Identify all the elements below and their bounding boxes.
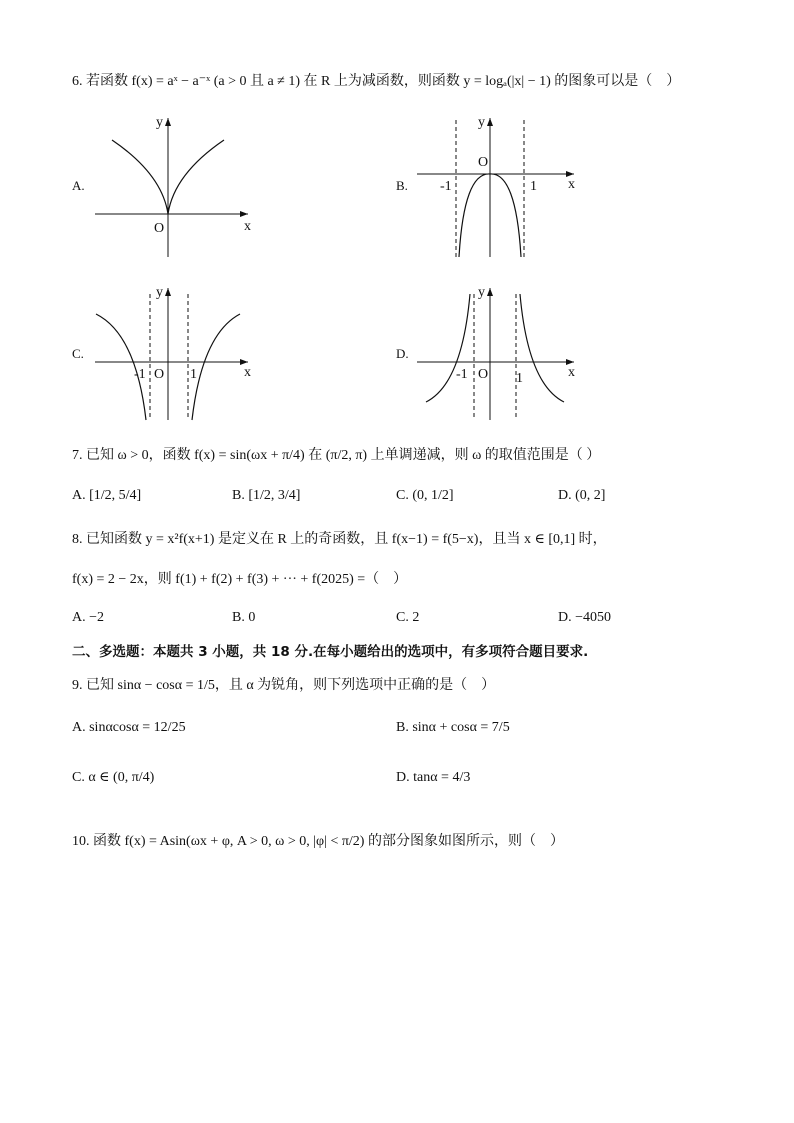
q8-option-d[interactable]: D. −4050	[558, 610, 612, 625]
q6-a-y-label: y	[156, 115, 163, 130]
q6-graph-d	[412, 284, 592, 424]
q7-option-b[interactable]: B. [1/2, 3/4]	[232, 488, 301, 503]
q6-option-a-label: A.	[72, 178, 85, 193]
q6-option-d-label: D.	[396, 346, 409, 361]
graph-axis-label: 1	[530, 179, 537, 194]
graph-axis-label: O	[478, 155, 489, 170]
q8-option-b[interactable]: B. 0	[232, 610, 256, 625]
graph-axis-label: -1	[440, 179, 452, 194]
q6-a-origin: O	[154, 221, 165, 236]
q6-graph-b	[412, 112, 592, 262]
graph-axis-label: -1	[134, 367, 146, 382]
q6-stem: 6. 若函数 f(x) = aˣ − a⁻ˣ (a > 0 且 a ≠ 1) 在 R 上为减函数，则函数 y = logₐ(|x| − 1) 的图象可以是（ ）	[72, 74, 681, 89]
q10-stem: 10. 函数 f(x) = Asin(ωx + φ, A > 0, ω > 0, |φ| < π/2) 的部分图象如图所示，则（ ）	[72, 834, 564, 849]
graph-axis-label: x	[568, 365, 575, 380]
q8-stem-line1: 8. 已知函数 y = x²f(x+1) 是定义在 R 上的奇函数，且 f(x−1) = f(5−x)，且当 x ∈ [0,1] 时，	[72, 532, 607, 547]
q8-stem-line2: f(x) = 2 − 2x，则 f(1) + f(2) + f(3) + ··· + f(2025) =（ ）	[72, 572, 408, 587]
q7-option-d[interactable]: D. (0, 2]	[558, 488, 606, 503]
q6-graph-a	[90, 112, 270, 262]
graph-axis-label: x	[568, 177, 575, 192]
q7-option-a[interactable]: A. [1/2, 5/4]	[72, 488, 142, 503]
q9-stem: 9. 已知 sinα − cosα = 1/5，且 α 为锐角，则下列选项中正确的是（ ）	[72, 678, 496, 693]
q9-option-d[interactable]: D. tanα = 4/3	[396, 770, 471, 785]
graph-axis-label: O	[154, 367, 165, 382]
q6-option-b-label: B.	[396, 178, 408, 193]
q6-a-x-label: x	[244, 219, 251, 234]
q8-option-a[interactable]: A. −2	[72, 610, 105, 625]
q6-graph-c	[90, 284, 270, 424]
graph-axis-label: x	[244, 365, 251, 380]
graph-axis-label: y	[478, 115, 485, 130]
graph-axis-label: O	[478, 367, 489, 382]
graph-axis-label: -1	[456, 367, 468, 382]
q9-option-b[interactable]: B. sinα + cosα = 7/5	[396, 720, 510, 735]
q9-option-c[interactable]: C. α ∈ (0, π/4)	[72, 770, 155, 785]
q9-option-a[interactable]: A. sinαcosα = 12/25	[72, 720, 186, 735]
section2-title: 二、多选题：本题共 3 小题，共 18 分.在每小题给出的选项中，有多项符合题目要求.	[72, 644, 589, 660]
graph-axis-label: 1	[190, 367, 197, 382]
graph-axis-label: y	[156, 285, 163, 300]
graph-axis-label: 1	[516, 371, 523, 386]
graph-axis-label: y	[478, 285, 485, 300]
q8-option-c[interactable]: C. 2	[396, 610, 420, 625]
q6-option-c-label: C.	[72, 346, 84, 361]
q7-stem: 7. 已知 ω > 0，函数 f(x) = sin(ωx + π/4) 在 (π/2, π) 上单调递减，则 ω 的取值范围是（ ）	[72, 448, 601, 463]
q7-option-c[interactable]: C. (0, 1/2]	[396, 488, 454, 503]
